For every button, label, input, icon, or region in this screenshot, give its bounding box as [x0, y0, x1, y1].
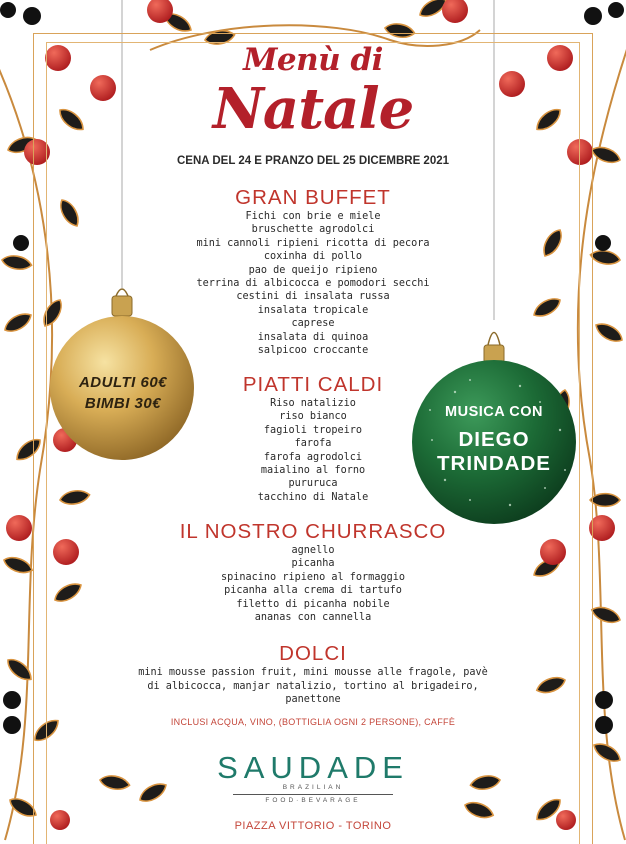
section-title: GRAN BUFFET	[235, 186, 391, 209]
included-note: INCLUSI ACQUA, VINO, (BOTTIGLIA OGNI 2 PERSONE), CAFFÈ	[170, 717, 456, 727]
menu-list	[150, 210, 476, 357]
menu-item: farofa agrodolci	[263, 451, 363, 463]
menu-item: filetto di picanha nobile	[236, 598, 390, 610]
menu-item: insalata di quinoa	[257, 331, 369, 343]
section-gran-buffet	[150, 186, 476, 357]
menu-item: picanha	[291, 558, 335, 570]
menu-item: farofa	[294, 438, 332, 450]
section-title: DOLCI	[279, 642, 347, 665]
menu-item: Fichi con brie e miele	[245, 211, 381, 222]
menu-item: terrina di albicocca e pomodori secchi	[196, 278, 430, 290]
artist-first-name: DIEGO	[458, 428, 530, 451]
menu-item: pao de queijo ripieno	[248, 264, 378, 276]
logo-wordmark: SAUDADE	[217, 750, 409, 785]
price-label	[52, 372, 194, 414]
menu-item: Riso natalizio	[270, 398, 356, 409]
menu-item: pururuca	[288, 478, 338, 490]
dolci-line: panettone	[285, 694, 341, 706]
menu-item: picanha alla crema di tartufo	[224, 585, 402, 597]
title-line1: Menù di	[243, 42, 383, 78]
music-artist	[414, 428, 574, 476]
menu-item: caprese	[291, 318, 335, 330]
menu-list	[140, 544, 486, 624]
event-dates: CENA DEL 24 E PRANZO DEL 25 DICEMBRE 2021	[176, 155, 450, 167]
menu-item: cestini di insalata russa	[236, 291, 390, 303]
menu-item: mini cannoli ripieni ricotta di pecora	[196, 237, 430, 249]
dolci-line: di albicocca, manjar natalizio, tortino al brigadeiro,	[147, 680, 479, 692]
artist-last-name: TRINDADE	[437, 452, 551, 475]
menu-item: ananas con cannella	[254, 612, 372, 624]
logo-divider	[233, 794, 393, 795]
logo-subtitle: BRAZILIAN	[282, 784, 344, 791]
logo-subtitle: FOOD·BEVARAGE	[265, 797, 361, 804]
menu-item: bruschette agrodolci	[251, 224, 375, 236]
menu-item: agnello	[291, 545, 335, 556]
menu-item: riso bianco	[279, 411, 347, 423]
menu-item: spinacino ripieno al formaggio	[220, 571, 405, 583]
section-title: IL NOSTRO CHURRASCO	[179, 520, 447, 543]
section-churrasco	[140, 520, 486, 624]
dolci-line: mini mousse passion fruit, mini mousse alle fragole, pavè	[138, 667, 488, 678]
section-title: PIATTI CALDI	[242, 373, 384, 396]
price-adulti: ADULTI 60€	[78, 374, 168, 391]
address: PIAZZA VITTORIO - TORINO	[234, 820, 392, 832]
menu-item: tacchino di Natale	[257, 491, 369, 503]
menu-item: insalata tropicale	[257, 304, 369, 316]
section-dolci	[118, 642, 508, 707]
saudade-logo	[213, 752, 413, 805]
menu-item: coxinha di pollo	[263, 251, 363, 263]
price-bimbi: BIMBI 30€	[84, 395, 162, 412]
music-label: MUSICA CON	[445, 404, 543, 420]
title-line2: Natale	[212, 76, 414, 142]
menu-item: maialino al forno	[260, 465, 366, 477]
menu-item: salpicoo croccante	[257, 345, 369, 357]
menu-item: fagioli tropeiro	[263, 424, 363, 436]
